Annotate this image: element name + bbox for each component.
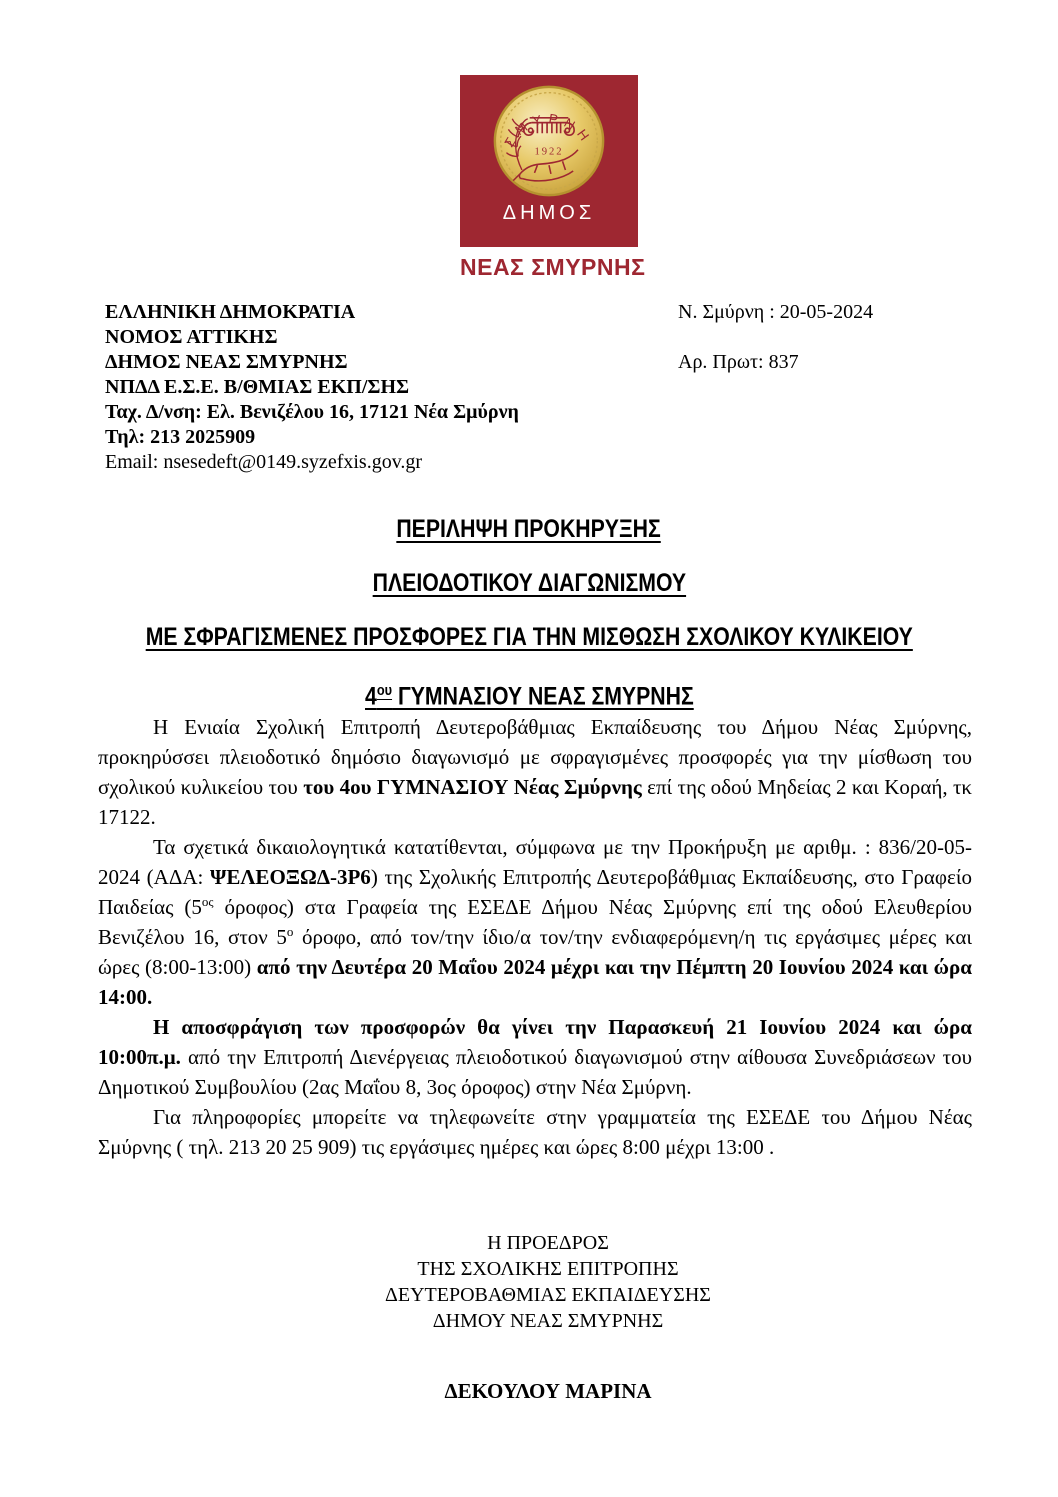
title-row [0, 622, 1058, 656]
paragraph [98, 832, 972, 1012]
document-title [0, 514, 1058, 735]
municipality-logo [460, 75, 646, 281]
text-segment: όροφο, από τον/την ίδιο/α τον/την ενδιαφερόμενη/η τις εργάσιμες μέρες και ώρες (8:00-13:00) [98, 925, 972, 979]
text-segment: του 4ου ΓΥΜΝΑΣΙΟΥ Νέας Σμύρνης [303, 775, 642, 799]
title-line [145, 622, 912, 652]
date-protocol-block [678, 300, 873, 375]
paragraph [98, 1102, 972, 1162]
signature-block [38, 1230, 1058, 1404]
text-segment: ΠΕΡΙΛΗΨΗ ΠΡΟΚΗΡΥΞΗΣ [396, 515, 662, 543]
issuer-line: ΕΛΛΗΝΙΚΗ ΔΗΜΟΚΡΑΤΙΑ [105, 301, 356, 323]
text-segment: ΜΕ ΣΦΡΑΓΙΣΜΕΝΕΣ ΠΡΟΣΦΟΡΕΣ ΓΙΑ ΤΗΝ ΜΙΣΘΩΣΗ ΣΧΟΛΙΚΟΥ ΚΥΛΙΚΕΙΟΥ [145, 623, 913, 651]
text-segment: Η Ενιαία Σχολική Επιτροπή Δευτεροβάθμιας Εκπαίδευσης του Δήμου Νέας Σμύρνης, προκηρύσσει πλειοδοτικό δημόσιο διαγωνισμό με σφραγισμένες προσφορές για την μίσθωση του σχολικού κυλικείου του [98, 715, 972, 799]
issuer-block [105, 300, 519, 475]
text-segment: ος [201, 894, 214, 909]
text-segment: Τα σχετικά δικαιολογητικά κατατίθενται, σύμφωνα με την Προκήρυξη με αριθμ. : 836/20-05-2024 (ΑΔΑ: [98, 835, 972, 889]
seal-arc-text: ΣΜΥΡΝΗ [501, 111, 596, 150]
paragraph [98, 1012, 972, 1102]
seal-year: 1922 [534, 146, 564, 158]
issuer-line: Email: nsesedeft@0149.syzefxis.gov.gr [105, 451, 423, 473]
signature-title-line: ΔΕΥΤΕΡΟΒΑΘΜΙΑΣ ΕΚΠΑΙΔΕΥΣΗΣ [385, 1284, 711, 1306]
title-row [0, 568, 1058, 602]
issuer-line: ΝΟΜΟΣ ΑΤΤΙΚΗΣ [105, 326, 278, 348]
place-date-line: Ν. Σμύρνη : 20-05-2024 [678, 301, 874, 323]
signature-title-line: ΔΗΜΟΥ ΝΕΑΣ ΣΜΥΡΝΗΣ [432, 1310, 664, 1332]
signature-title-line: Η ΠΡΟΕΔΡΟΣ [487, 1232, 609, 1254]
paragraph [98, 712, 972, 832]
logo-municipality-name: ΝΕΑΣ ΣΜΥΡΝΗΣ [460, 254, 646, 280]
text-segment: ΠΛΕΙΟΔΟΤΙΚΟΥ ΔΙΑΓΩΝΙΣΜΟΥ [372, 569, 686, 597]
text-segment: όροφος) στα Γραφεία της ΕΣΕΔΕ Δήμου Νέας Σμύρνης επί της οδού Ελευθερίου Βενιζέλου 16, στον 5 [98, 895, 972, 949]
issuer-line: Ταχ. Δ/νση: Ελ. Βενιζέλου 16, 17121 Νέα Σμύρνη [105, 401, 519, 423]
header-spacer [678, 325, 873, 350]
protocol-number-line: Αρ. Πρωτ: 837 [678, 351, 799, 373]
title-line [365, 676, 694, 711]
text-segment: από την Δευτέρα 20 Μαΐου 2024 μέχρι και την Πέμπτη 20 Ιουνίου 2024 και ώρα 14:00. [98, 955, 972, 1009]
text-segment: ου [376, 682, 392, 699]
text-segment: ο [286, 924, 294, 939]
text-segment: ) της Σχολικής Επιτροπής Δευτεροβάθμιας Εκπαίδευσης, στο Γραφείο Παιδείας (5 [98, 865, 972, 919]
municipal-seal-icon [491, 83, 607, 199]
document-body [98, 712, 972, 1162]
issuer-line: ΝΠΔΔ Ε.Σ.Ε. Β/ΘΜΙΑΣ ΕΚΠ/ΣΗΣ [105, 376, 410, 398]
title-row [0, 514, 1058, 548]
title-row [0, 676, 1058, 715]
title-line [397, 514, 661, 544]
signature-title-line: ΤΗΣ ΣΧΟΛΙΚΗΣ ΕΠΙΤΡΟΠΗΣ [417, 1258, 679, 1280]
text-segment: από την Επιτροπή Διενέργειας πλειοδοτικού διαγωνισμού στην αίθουσα Συνεδριάσεων του Δημοτικού Συμβουλίου (2ας Μαΐου 8, 3ος όροφος) στην Νέα Σμύρνη. [98, 1045, 972, 1099]
issuer-line: ΔΗΜΟΣ ΝΕΑΣ ΣΜΥΡΝΗΣ [105, 351, 348, 373]
issuer-line: Τηλ: 213 2025909 [105, 426, 256, 448]
title-line [372, 568, 685, 598]
signatory-name: ΔΕΚΟΥΛΟΥ ΜΑΡΙΝΑ [444, 1379, 652, 1403]
logo-red-square [460, 75, 638, 247]
text-segment: ΓΥΜΝΑΣΙΟΥ ΝΕΑΣ ΣΜΥΡΝΗΣ [391, 682, 694, 711]
text-segment: Η αποσφράγιση των προσφορών θα γίνει την Παρασκευή 21 Ιουνίου 2024 και ώρα 10:00π.μ. [98, 1015, 972, 1069]
text-segment: Για πληροφορίες μπορείτε να τηλεφωνείτε στην γραμματεία της ΕΣΕΔΕ του Δήμου Νέας Σμύρνης ( τηλ. 213 20 25 909) τις εργάσιμες ημέρες και ώρες 8:00 μέχρι 13:00 . [98, 1105, 972, 1159]
signature-titles [38, 1230, 1058, 1334]
logo-dimos-label: ΔΗΜΟΣ [502, 202, 596, 224]
text-segment: ΨΕΛΕΟΞΩΔ-3Ρ6 [210, 865, 371, 889]
text-segment: επί της οδού Μηδείας 2 και Κοραή, τκ 17122. [98, 775, 972, 829]
text-segment: 4 [364, 682, 377, 711]
